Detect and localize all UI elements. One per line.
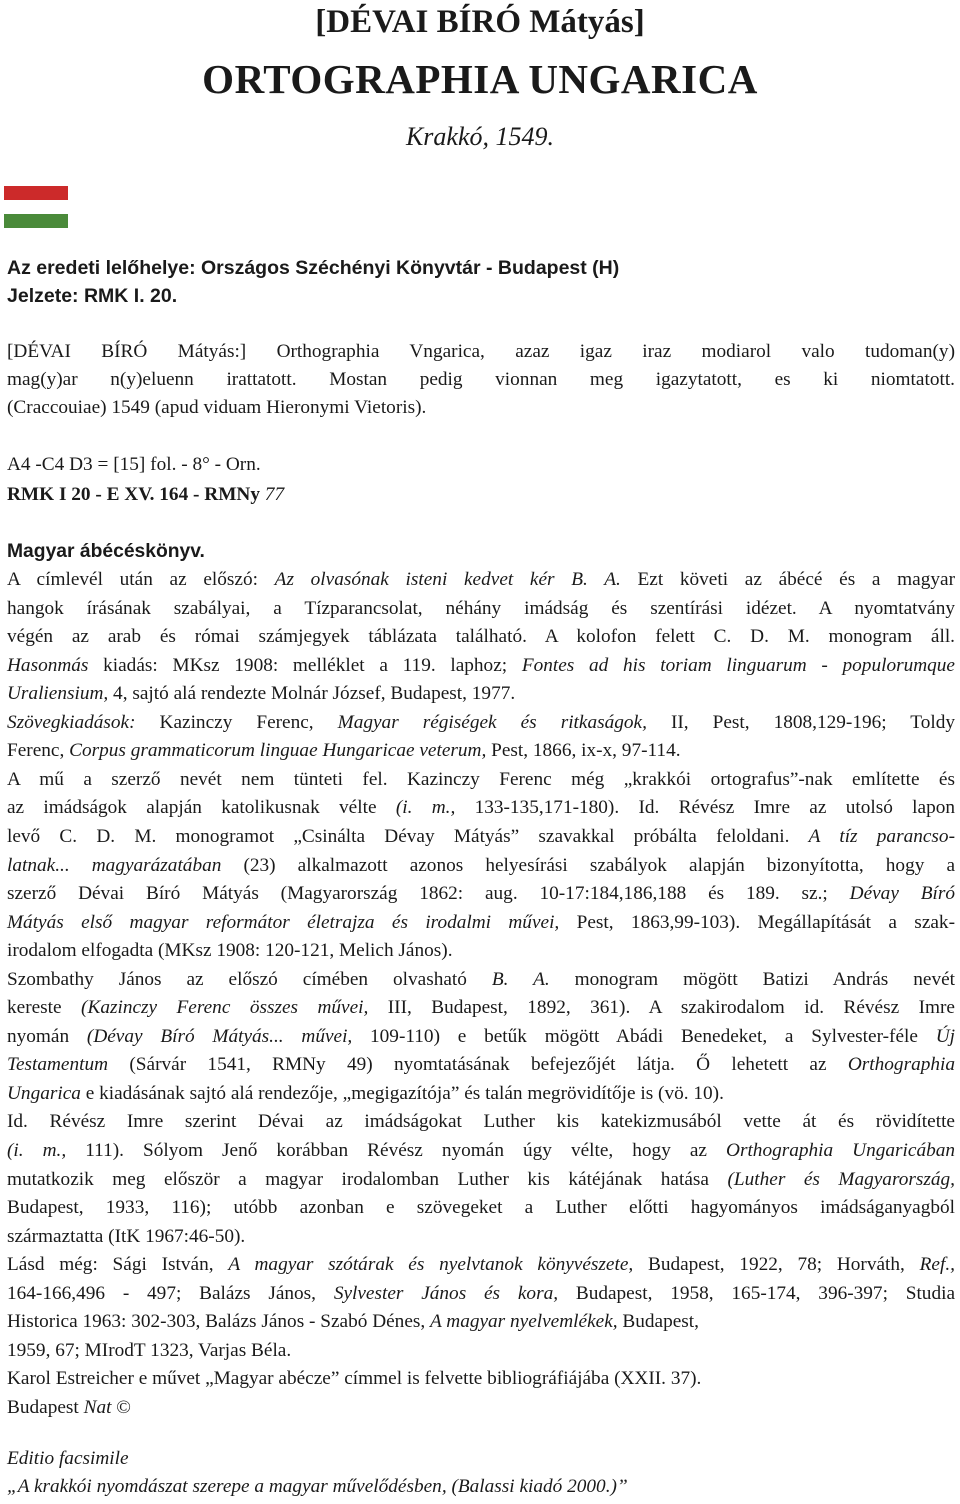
text-line <box>7 626 955 648</box>
italic-segment: Uraliensium, <box>7 683 109 705</box>
italic-segment: Az olvasónak isteni kedvet kér B. A. <box>274 569 621 590</box>
footer-label: Editio facsimile <box>7 1448 129 1469</box>
italic-segment: Ungarica <box>7 1082 81 1104</box>
collation: A4 -C4 D3 = [15] fol. - 8° - Orn. <box>7 454 261 475</box>
page-title: ORTOGRAPHIA UNGARICA <box>202 56 758 102</box>
text-segment: Budapest, 1933, 116); utóbb azonban e szövegeket a Luther előtti hagyományos imádságanyagból <box>7 1197 955 1219</box>
text-line <box>7 797 955 819</box>
text-segment: © <box>111 1396 131 1418</box>
text-line <box>7 1283 955 1305</box>
italic-segment: Szövegkiadások: <box>7 711 136 733</box>
text-line <box>7 1368 955 1390</box>
place-date: Krakkó, 1549. <box>405 122 555 151</box>
text-segment: kiadás: MKsz 1908: melléklet a 119. laphoz; <box>88 654 522 676</box>
text-segment: Kazinczy Ferenc, <box>135 711 338 733</box>
text-segment: Id. Révész Imre szerint Dévai az imádságokat Luther kis katekizmusából vette át és rövidítette <box>7 1111 955 1133</box>
italic-segment: Testamentum <box>7 1054 109 1076</box>
text-segment <box>70 855 92 876</box>
text-segment: az imádságok alapján katolikusnak vélte <box>7 797 396 819</box>
text-segment: nyomán <box>7 1025 87 1047</box>
text-segment: levő C. D. M. monogramot „Csinálta Dévay Mátyás” szavakkal próbálta feloldani. <box>7 825 809 847</box>
text-line <box>7 1140 955 1162</box>
hungarian-flag-icon <box>4 186 68 228</box>
italic-segment: (Kazinczy Ferenc összes művei, <box>81 997 369 1019</box>
text-segment: végén az arab és római számjegyek táblázata található. A kolofon felett C. D. M. monogram áll. <box>7 626 955 648</box>
text-line <box>7 1197 955 1219</box>
text-segment: monogram mögött Batizi András nevét <box>549 968 955 990</box>
text-line <box>7 912 955 934</box>
text-line <box>7 740 955 762</box>
text-segment: Ezt követi az ábécé és a magyar <box>620 569 955 590</box>
text-segment: 133-135,171-180). Id. Révész Imre az utolsó lapon <box>455 797 955 819</box>
full-title-line: (Craccouiae) 1549 (apud viduam Hieronymi Vietoris). <box>7 397 427 418</box>
italic-segment: A magyar nyelvemlékek, <box>430 1311 618 1333</box>
italic-segment: A magyar szótárak és nyelvtanok könyvészete, <box>228 1254 634 1276</box>
italic-segment: Orthographia Ungaricában <box>726 1140 956 1161</box>
text-line <box>7 1254 955 1276</box>
italic-segment: Magyar régiségek és ritkaságok, <box>337 711 647 733</box>
text-segment: Budapest <box>7 1396 84 1418</box>
text-segment: e kiadásának sajtó alá rendezője, „megigazítója” és talán megrövidítője is (vö. 10). <box>80 1082 724 1104</box>
text-line <box>7 855 955 877</box>
text-line <box>7 1340 955 1362</box>
text-segment: Pest, 1863,99-103). Megállapítását a szak- <box>559 911 955 933</box>
text-segment: 164-166,496 - 497; Balázs János, <box>7 1282 334 1304</box>
text-segment: 4, sajtó alá rendezte Molnár József, Budapest, 1977. <box>108 683 516 705</box>
text-segment: (23) alkalmazott azonos helyesírási szabályok alapján bizonyította, hogy a <box>221 854 956 876</box>
italic-segment: Új <box>935 1025 955 1047</box>
text-segment: A címlevél után az előszó: <box>7 569 275 590</box>
text-segment: II, Pest, 1808,129-196; Toldy <box>646 711 955 733</box>
text-segment: 1959, 67; MIrodT 1323, Varjas Béla. <box>7 1339 292 1361</box>
references <box>7 484 284 506</box>
text-segment: Szombathy János az előszó címében olvasható <box>7 968 492 990</box>
flag-red-stripe <box>4 186 68 200</box>
text-segment: Budapest, 1958, 165-174, 396-397; Studia <box>558 1282 956 1304</box>
italic-segment: Dévay Bíró <box>849 883 955 905</box>
subject-heading: Magyar ábécéskönyv. <box>7 541 205 562</box>
flag-green-stripe <box>4 214 68 228</box>
italic-segment: A tíz parancso- <box>808 825 955 847</box>
italic-segment: (i. m., <box>395 797 456 819</box>
author-heading: [DÉVAI BÍRÓ Mátyás] <box>315 4 645 40</box>
text-line <box>7 1169 955 1191</box>
text-segment: kereste <box>7 997 82 1019</box>
references-number: 77 <box>264 484 285 505</box>
italic-segment: Hasonmás <box>7 654 89 676</box>
text-line <box>7 1397 955 1419</box>
text-line <box>7 598 955 620</box>
text-line <box>7 826 955 848</box>
text-segment: (Sárvár 1541, RMNy 49) nyomtatásának befejezőjét látja. Ő lehetett az <box>108 1054 848 1076</box>
text-segment: 111). Sólyom Jenő korábban Révész nyomán úgy vélte, hogy az <box>66 1140 727 1161</box>
text-line <box>7 569 955 591</box>
text-segment: hangok írásának szabályai, a Tízparancsolat, néhány imádság és szentírási idézet. A nyomtatvány <box>7 597 955 619</box>
text-line <box>7 1226 955 1248</box>
text-line <box>7 1111 955 1133</box>
text-line <box>7 997 955 1019</box>
text-segment: származtatta (ItK 1967:46-50). <box>7 1225 246 1247</box>
text-line <box>7 1311 955 1333</box>
text-segment: mutatkozik meg először a magyar irodalomban Luther kis kátéjának hatása <box>7 1168 728 1190</box>
text-segment: A mű a szerző nevét nem tünteti fel. Kazinczy Ferenc még „krakkói ortografus”-nak említette és <box>7 768 955 790</box>
italic-segment: B. A. <box>491 968 550 990</box>
italic-segment: magyarázatában <box>91 854 222 876</box>
italic-segment: Ref., <box>919 1254 955 1276</box>
text-line <box>7 683 955 705</box>
italic-segment: Fontes ad his toriam linguarum - populorumque <box>521 654 955 676</box>
text-line <box>7 969 955 991</box>
text-line <box>7 1083 955 1105</box>
text-line <box>7 940 955 962</box>
text-line <box>7 883 955 905</box>
text-segment: Pest, 1866, ix-x, 97-114. <box>486 740 681 762</box>
text-segment: III, Budapest, 1892, 361). A szakirodalom id. Révész Imre <box>368 997 955 1019</box>
text-line <box>7 1054 955 1076</box>
full-title-line: [DÉVAI BÍRÓ Mátyás:] Orthographia Vngarica, azaz igaz iraz modiarol valo tudoman(y) <box>7 341 955 362</box>
text-segment: Karol Estreicher e művet „Magyar abécze” címmel is felvette bibliográfiájába (XXII. 37). <box>7 1368 702 1390</box>
source-location: Az eredeti lelőhelye: Országos Széchényi Könyvtár - Budapest (H) <box>7 257 620 279</box>
italic-segment: Corpus grammaticorum linguae Hungaricae veterum, <box>69 740 487 762</box>
italic-segment: Sylvester János és kora, <box>333 1282 559 1304</box>
text-segment: irodalom elfogadta (MKsz 1908: 120-121, Melich János). <box>7 940 453 962</box>
text-segment: Lásd még: Sági István, <box>7 1254 229 1276</box>
text-segment: Ferenc, <box>7 740 70 762</box>
italic-segment: Mátyás első magyar reformátor életrajza és irodalmi művei, <box>7 911 560 933</box>
italic-segment: Orthographia <box>847 1054 955 1076</box>
text-line <box>7 655 955 677</box>
text-segment: Budapest, <box>617 1311 699 1333</box>
references-main: RMK I 20 - E XV. 164 - RMNy <box>7 484 265 505</box>
italic-segment: (i. m., <box>7 1140 67 1161</box>
italic-segment: Nat <box>83 1396 112 1418</box>
full-title-line: mag(y)ar n(y)eluenn irattatott. Mostan pedig vionnan meg igazytatott, es ki niomtatott. <box>7 369 955 390</box>
text-line <box>7 1026 955 1048</box>
italic-segment: latnak... <box>7 854 70 876</box>
text-segment: szerző Dévai Bíró Mátyás (Magyarország 1862: aug. 10-17:184,186,188 és 189. sz.; <box>7 883 850 905</box>
flag-white-stripe <box>4 200 68 214</box>
shelfmark: Jelzete: RMK I. 20. <box>7 285 178 307</box>
italic-segment: (Luther és Magyarország, <box>727 1168 955 1190</box>
text-line <box>7 712 955 734</box>
text-line <box>7 769 955 791</box>
italic-segment: (Dévay Bíró Mátyás... művei, <box>86 1025 353 1047</box>
footer-citation: „A krakkói nyomdászat szerepe a magyar művelődésben, (Balassi kiadó 2000.)” <box>7 1476 628 1497</box>
text-segment: Historica 1963: 302-303, Balázs János - Szabó Dénes, <box>7 1311 431 1333</box>
text-segment: Budapest, 1922, 78; Horváth, <box>633 1254 920 1276</box>
text-segment: 109-110) e betűk mögött Abádi Benedeket, a Sylvester-féle <box>352 1025 936 1047</box>
